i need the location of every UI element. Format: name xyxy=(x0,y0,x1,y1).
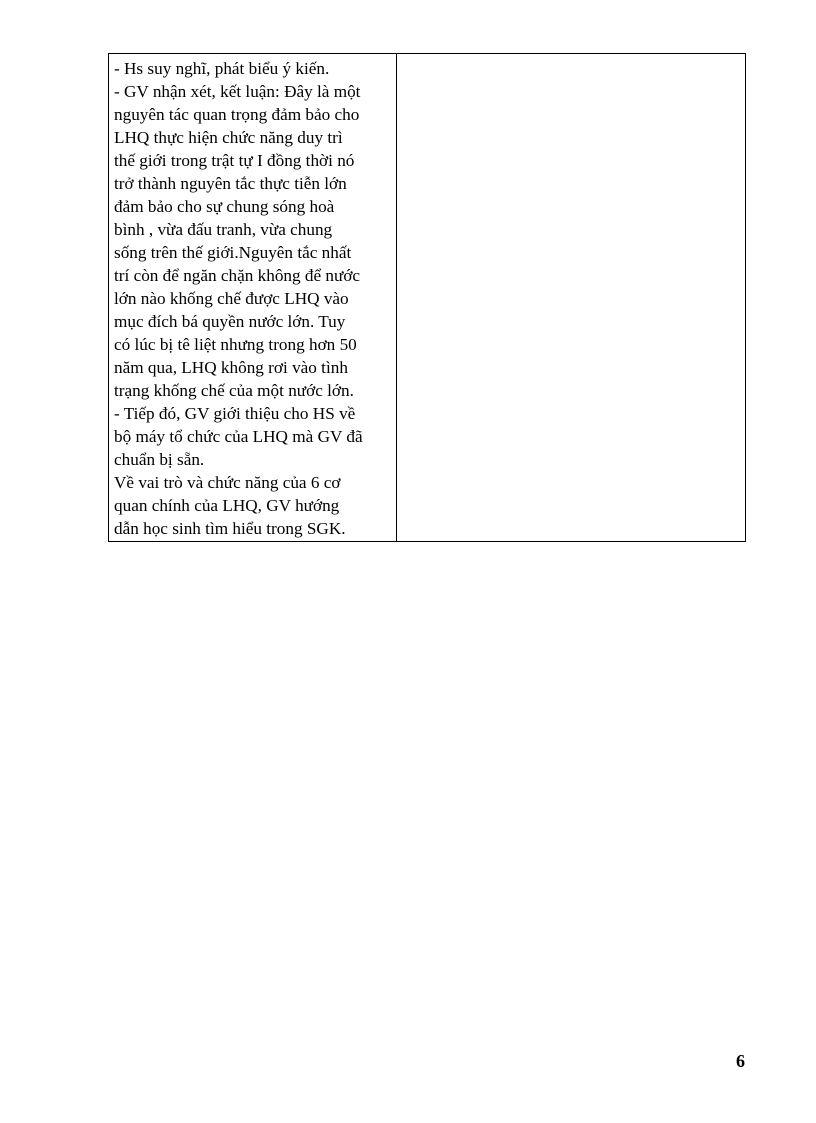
text-line: bộ máy tổ chức của LHQ mà GV đã xyxy=(114,427,363,446)
table-row xyxy=(109,54,746,542)
text-line: lớn nào khống chế được LHQ vào xyxy=(114,289,349,308)
text-line: năm qua, LHQ không rơi vào tình xyxy=(114,358,348,377)
text-line: Về vai trò và chức năng của 6 cơ xyxy=(114,473,341,492)
activity-text xyxy=(109,54,396,541)
knowledge-content-text xyxy=(397,54,745,58)
text-line: dẫn học sinh tìm hiểu trong SGK. xyxy=(114,519,346,538)
text-line: LHQ thực hiện chức năng duy trì xyxy=(114,128,343,147)
teacher-student-activity-cell xyxy=(109,54,397,542)
text-line: mục đích bá quyền nước lớn. Tuy xyxy=(114,312,346,331)
text-line: - Hs suy nghĩ, phát biểu ý kiến. xyxy=(114,59,330,78)
text-line: trở thành nguyên tắc thực tiễn lớn xyxy=(114,174,347,193)
lesson-plan-table xyxy=(108,53,746,542)
text-line: có lúc bị tê liệt nhưng trong hơn 50 xyxy=(114,335,357,354)
text-line: trạng khống chế của một nước lớn. xyxy=(114,381,354,400)
text-line: thế giới trong trật tự I đồng thời nó xyxy=(114,151,355,170)
text-line: trí còn để ngăn chặn không để nước xyxy=(114,266,361,285)
text-line: nguyên tác quan trọng đảm bảo cho xyxy=(114,105,360,124)
page-number: 6 xyxy=(736,1051,745,1071)
text-line: đảm bảo cho sự chung sóng hoà xyxy=(114,197,335,216)
knowledge-content-cell xyxy=(397,54,746,542)
text-line: bình , vừa đấu tranh, vừa chung xyxy=(114,220,333,239)
text-line: chuẩn bị sẵn. xyxy=(114,450,205,469)
text-line: - Tiếp đó, GV giới thiệu cho HS về xyxy=(114,404,356,423)
text-line: - GV nhận xét, kết luận: Đây là một xyxy=(114,82,361,101)
text-line: sống trên thế giới.Nguyên tắc nhất xyxy=(114,243,352,262)
text-line: quan chính của LHQ, GV hướng xyxy=(114,496,340,515)
